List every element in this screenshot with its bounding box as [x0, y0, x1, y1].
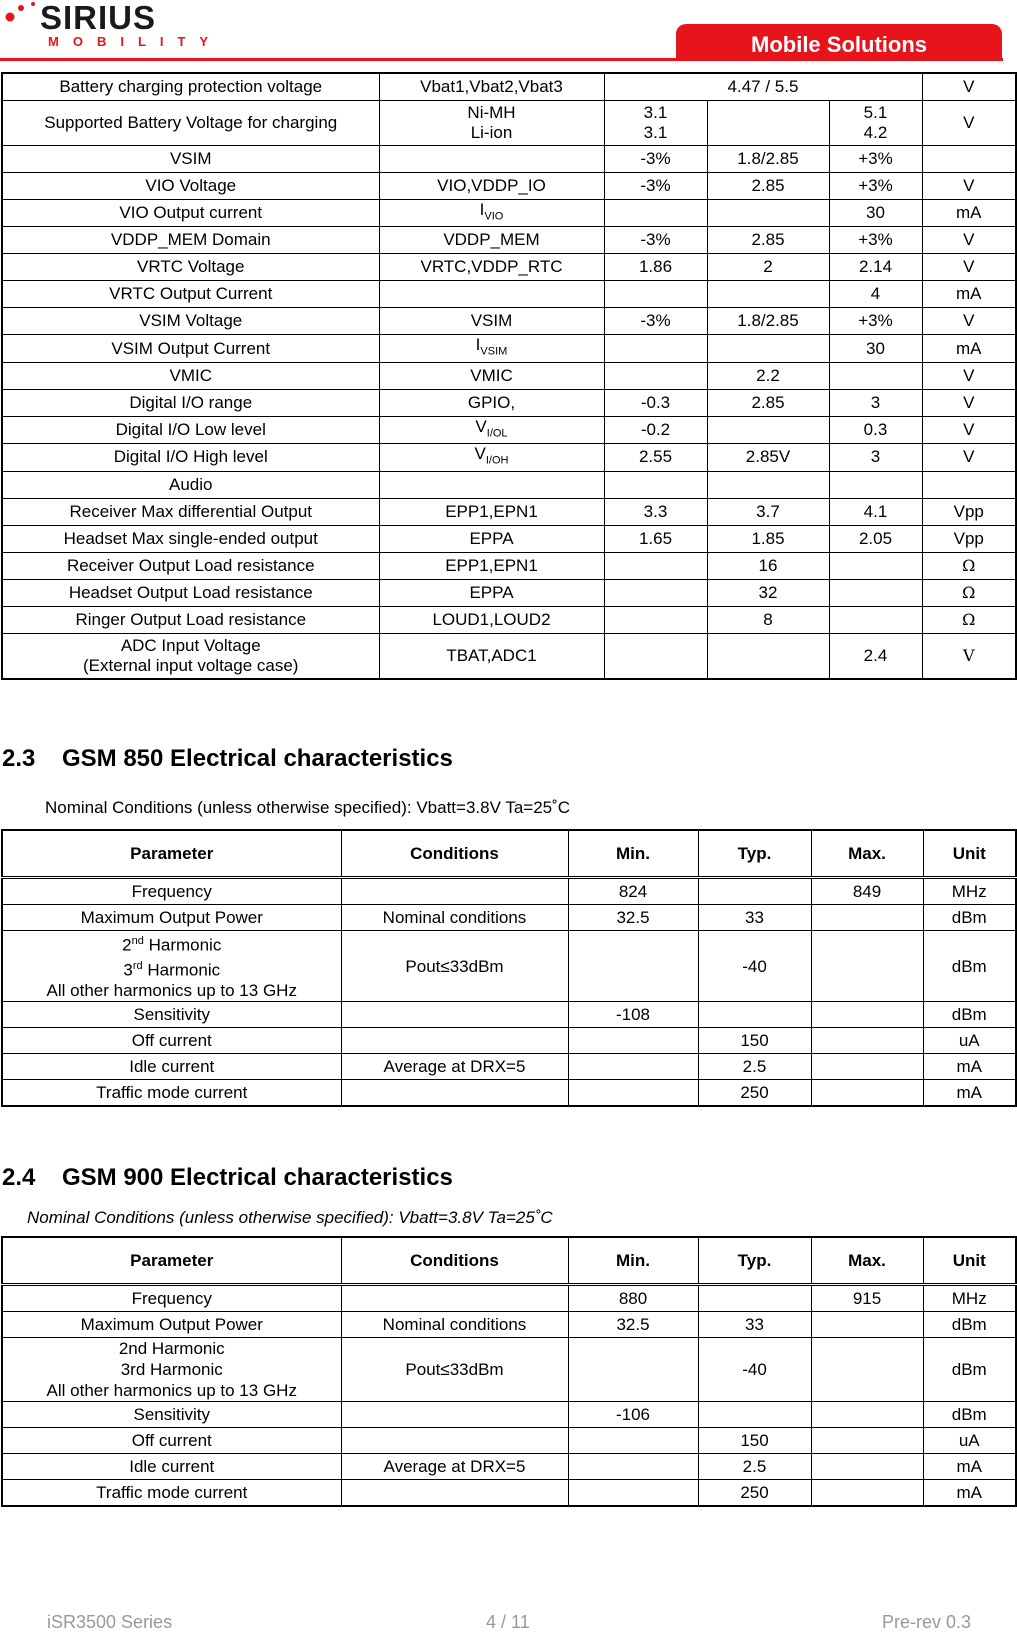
cell-min: 3.1 3.1	[604, 101, 707, 146]
table-row	[2, 905, 1016, 931]
cell-max	[811, 1080, 923, 1107]
header-symbol: Conditions	[341, 830, 568, 878]
cell-min	[568, 1080, 698, 1107]
cell-typ	[707, 471, 829, 498]
cell-typ: 33	[698, 905, 811, 931]
cell-parameter: Supported Battery Voltage for charging	[2, 101, 379, 146]
cell-parameter: Headset Output Load resistance	[2, 579, 379, 606]
cell-symbol: VDDP_MEM	[379, 227, 604, 254]
cell-typ: 2.85V	[707, 444, 829, 471]
cell-unit: V	[922, 254, 1016, 281]
cell-typ: 150	[698, 1428, 811, 1454]
gsm900-table	[1, 1236, 1017, 1507]
cell-max	[811, 1002, 923, 1028]
cell-unit: mA	[923, 1454, 1016, 1480]
cell-parameter: Sensitivity	[2, 1002, 341, 1028]
cell-unit	[922, 146, 1016, 173]
cell-typ: 1.8/2.85	[707, 308, 829, 335]
table-row	[2, 1285, 1016, 1312]
cell-symbol	[341, 1028, 568, 1054]
cell-parameter: VRTC Output Current	[2, 281, 379, 308]
cell-parameter: ADC Input Voltage (External input voltage case)	[2, 633, 379, 679]
table-row	[2, 444, 1016, 471]
cell-max	[829, 579, 922, 606]
cell-parameter: VDDP_MEM Domain	[2, 227, 379, 254]
cell-min	[568, 1028, 698, 1054]
cell-unit: Ω	[922, 552, 1016, 579]
table-row	[2, 579, 1016, 606]
cell-typ: 33	[698, 1312, 811, 1338]
cell-min: -3%	[604, 146, 707, 173]
cell-min	[604, 200, 707, 227]
cell-parameter: Maximum Output Power	[2, 1312, 341, 1338]
table-row	[2, 1028, 1016, 1054]
cell-unit: mA	[923, 1054, 1016, 1080]
table-row	[2, 1402, 1016, 1428]
cell-typ: 250	[698, 1080, 811, 1107]
cell-symbol	[341, 1402, 568, 1428]
table-row	[2, 101, 1016, 146]
footer-revision: Pre-rev 0.3	[882, 1612, 972, 1632]
cell-typ	[707, 335, 829, 362]
cell-min	[604, 281, 707, 308]
cell-typ	[698, 1285, 811, 1312]
cell-typ: 2.5	[698, 1454, 811, 1480]
cell-typ: -40	[698, 1338, 811, 1402]
cell-symbol	[341, 1480, 568, 1507]
table-row	[2, 254, 1016, 281]
cell-typ: 8	[707, 606, 829, 633]
cell-unit: V	[922, 73, 1016, 101]
cell-symbol	[379, 281, 604, 308]
cell-min	[604, 362, 707, 389]
cell-min: 1.86	[604, 254, 707, 281]
table-row	[2, 471, 1016, 498]
cell-min	[604, 552, 707, 579]
cell-symbol	[341, 1080, 568, 1107]
cell-unit: MHz	[923, 878, 1016, 905]
table-row	[2, 1312, 1016, 1338]
header-max: Max.	[811, 1237, 923, 1285]
cell-max	[811, 1402, 923, 1428]
cell-unit: V	[922, 362, 1016, 389]
cell-max: +3%	[829, 308, 922, 335]
cell-symbol: LOUD1,LOUD2	[379, 606, 604, 633]
cell-symbol: $I_{VSIM}$	[379, 335, 604, 362]
table-row	[2, 878, 1016, 905]
cell-max	[811, 905, 923, 931]
cell-symbol: VRTC,VDDP_RTC	[379, 254, 604, 281]
cell-max: +3%	[829, 146, 922, 173]
cell-parameter: VSIM	[2, 146, 379, 173]
cell-max: 5.1 4.2	[829, 101, 922, 146]
cell-typ	[707, 633, 829, 679]
cell-max	[829, 552, 922, 579]
cell-typ: 2.2	[707, 362, 829, 389]
table-row	[2, 1002, 1016, 1028]
cell-min	[568, 1480, 698, 1507]
table-row	[2, 281, 1016, 308]
header-min: Min.	[568, 1237, 698, 1285]
cell-max: 3	[829, 389, 922, 416]
banner-text: Mobile Solutions	[751, 32, 927, 57]
cell-parameter: Frequency	[2, 1285, 341, 1312]
cell-unit: dBm	[923, 1338, 1016, 1402]
cell-symbol: Nominal conditions	[341, 905, 568, 931]
cell-typ	[698, 878, 811, 905]
cell-min: -0.3	[604, 389, 707, 416]
cell-min	[604, 335, 707, 362]
cell-typ: 2	[707, 254, 829, 281]
table-row	[2, 362, 1016, 389]
cell-parameter: Idle current	[2, 1054, 341, 1080]
cell-min	[604, 633, 707, 679]
header-unit: Unit	[923, 830, 1016, 878]
cell-parameter: Digital I/O High level	[2, 444, 379, 471]
table-row	[2, 308, 1016, 335]
cell-unit: Ω	[922, 579, 1016, 606]
table-row	[2, 931, 1016, 1002]
cell-min: 3.3	[604, 498, 707, 525]
cell-typ: 16	[707, 552, 829, 579]
cell-max	[811, 1054, 923, 1080]
cell-max: 30	[829, 200, 922, 227]
cell-typ: 2.85	[707, 227, 829, 254]
cell-parameter: Digital I/O Low level	[2, 416, 379, 443]
cell-unit: dBm	[923, 931, 1016, 1002]
cell-symbol: $V_{I/OL}$	[379, 416, 604, 443]
gsm850-table	[1, 829, 1017, 1107]
header-typ: Typ.	[698, 1237, 811, 1285]
cell-symbol: VMIC	[379, 362, 604, 389]
cell-min: -3%	[604, 227, 707, 254]
header-min: Min.	[568, 830, 698, 878]
cell-unit: mA	[922, 200, 1016, 227]
section-2-3-note: Nominal Conditions (unless otherwise specified): Vbatt=3.8V Ta=25˚C	[45, 798, 571, 817]
table-row	[2, 200, 1016, 227]
cell-symbol: EPP1,EPN1	[379, 552, 604, 579]
table-row	[2, 335, 1016, 362]
cell-parameter: Battery charging protection voltage	[2, 73, 379, 101]
table-row	[2, 606, 1016, 633]
cell-symbol: VSIM	[379, 308, 604, 335]
cell-max: 30	[829, 335, 922, 362]
cell-parameter: Off current	[2, 1028, 341, 1054]
cell-symbol: Vbat1,Vbat2,Vbat3	[379, 73, 604, 101]
table-row	[2, 1080, 1016, 1107]
cell-typ	[707, 101, 829, 146]
cell-unit: dBm	[923, 1402, 1016, 1428]
cell-symbol: Pout≤33dBm	[341, 931, 568, 1002]
header-unit: Unit	[923, 1237, 1016, 1285]
cell-typ: 2.85	[707, 173, 829, 200]
cell-parameter: VMIC	[2, 362, 379, 389]
cell-unit: V	[922, 444, 1016, 471]
cell-parameter: VIO Voltage	[2, 173, 379, 200]
header-symbol: Conditions	[341, 1237, 568, 1285]
cell-max: 915	[811, 1285, 923, 1312]
cell-unit: Vpp	[922, 498, 1016, 525]
cell-parameter: Idle current	[2, 1454, 341, 1480]
cell-max: 4	[829, 281, 922, 308]
table-row	[2, 227, 1016, 254]
cell-parameter: 2nd Harmonic 3rd Harmonic All other harmonics up to 13 GHz	[2, 931, 341, 1002]
cell-typ	[698, 1402, 811, 1428]
table-row	[2, 633, 1016, 679]
cell-symbol: GPIO,	[379, 389, 604, 416]
cell-typ: 250	[698, 1480, 811, 1507]
cell-symbol	[341, 1002, 568, 1028]
cell-max	[811, 1312, 923, 1338]
cell-max: 2.4	[829, 633, 922, 679]
cell-min	[568, 1428, 698, 1454]
cell-parameter: Headset Max single-ended output	[2, 525, 379, 552]
cell-unit: MHz	[923, 1285, 1016, 1312]
cell-min: -3%	[604, 308, 707, 335]
cell-unit: mA	[923, 1080, 1016, 1107]
cell-typ: 2.5	[698, 1054, 811, 1080]
cell-typ: 32	[707, 579, 829, 606]
power-spec-table	[1, 72, 1017, 680]
table-row	[2, 1338, 1016, 1402]
cell-min: 880	[568, 1285, 698, 1312]
cell-symbol: Average at DRX=5	[341, 1454, 568, 1480]
footer-page-number: 4 / 11	[486, 1612, 530, 1632]
cell-value-range: 4.47 / 5.5	[604, 73, 922, 101]
cell-unit: V	[922, 308, 1016, 335]
cell-unit: mA	[923, 1480, 1016, 1507]
cell-typ	[698, 1002, 811, 1028]
cell-unit: V	[922, 416, 1016, 443]
cell-symbol: $I_{VIO}$	[379, 200, 604, 227]
table-row	[2, 1480, 1016, 1507]
table-row	[2, 1054, 1016, 1080]
cell-max	[829, 606, 922, 633]
cell-min	[604, 579, 707, 606]
cell-min: 32.5	[568, 1312, 698, 1338]
cell-max: 2.05	[829, 525, 922, 552]
cell-max: +3%	[829, 227, 922, 254]
table-row	[2, 525, 1016, 552]
cell-unit: V	[922, 389, 1016, 416]
svg-text:MOBILITY: MOBILITY	[48, 34, 223, 49]
cell-min: 1.65	[604, 525, 707, 552]
cell-unit: V	[922, 227, 1016, 254]
cell-unit: uA	[923, 1428, 1016, 1454]
cell-max	[811, 931, 923, 1002]
cell-max: 0.3	[829, 416, 922, 443]
cell-typ	[707, 416, 829, 443]
cell-parameter: Ringer Output Load resistance	[2, 606, 379, 633]
cell-typ: -40	[698, 931, 811, 1002]
cell-symbol: TBAT,ADC1	[379, 633, 604, 679]
cell-parameter: Frequency	[2, 878, 341, 905]
cell-min: -3%	[604, 173, 707, 200]
section-2-4-heading: 2.4 GSM 900 Electrical characteristics	[2, 1164, 453, 1191]
header-max: Max.	[811, 830, 923, 878]
cell-min: 2.55	[604, 444, 707, 471]
cell-min	[568, 1338, 698, 1402]
cell-typ	[707, 200, 829, 227]
cell-max: 4.1	[829, 498, 922, 525]
cell-parameter: Traffic mode current	[2, 1080, 341, 1107]
cell-min: 32.5	[568, 905, 698, 931]
table-row	[2, 73, 1016, 101]
cell-min: -0.2	[604, 416, 707, 443]
table-row	[2, 146, 1016, 173]
page-header	[0, 0, 1017, 62]
cell-max	[811, 1338, 923, 1402]
cell-typ: 150	[698, 1028, 811, 1054]
cell-parameter: Audio	[2, 471, 379, 498]
cell-unit: uA	[923, 1028, 1016, 1054]
header-typ: Typ.	[698, 830, 811, 878]
cell-parameter: VRTC Voltage	[2, 254, 379, 281]
cell-symbol: Average at DRX=5	[341, 1054, 568, 1080]
cell-parameter: Traffic mode current	[2, 1480, 341, 1507]
cell-unit: Ω	[922, 606, 1016, 633]
cell-min	[604, 606, 707, 633]
cell-typ	[707, 281, 829, 308]
cell-symbol: EPP1,EPN1	[379, 498, 604, 525]
cell-symbol	[341, 878, 568, 905]
section-2-4-note: Nominal Conditions (unless otherwise specified): Vbatt=3.8V Ta=25˚C	[27, 1208, 553, 1227]
cell-symbol	[379, 146, 604, 173]
cell-unit: dBm	[923, 905, 1016, 931]
header-parameter: Parameter	[2, 1237, 341, 1285]
cell-parameter: VSIM Output Current	[2, 335, 379, 362]
cell-max: 849	[811, 878, 923, 905]
cell-min: 824	[568, 878, 698, 905]
cell-symbol: $V_{I/OH}$	[379, 444, 604, 471]
cell-unit: mA	[922, 335, 1016, 362]
cell-parameter: Off current	[2, 1428, 341, 1454]
cell-unit: V	[922, 101, 1016, 146]
cell-parameter: 2nd Harmonic 3rd Harmonic All other harmonics up to 13 GHz	[2, 1338, 341, 1402]
cell-symbol: EPPA	[379, 579, 604, 606]
svg-text:SIRIUS: SIRIUS	[40, 0, 157, 36]
cell-parameter: Receiver Max differential Output	[2, 498, 379, 525]
table-row	[2, 552, 1016, 579]
table-row	[2, 1454, 1016, 1480]
footer-series: iSR3500 Series	[47, 1612, 173, 1632]
cell-parameter: Maximum Output Power	[2, 905, 341, 931]
cell-min: -108	[568, 1002, 698, 1028]
cell-symbol	[341, 1285, 568, 1312]
cell-unit: Vpp	[922, 525, 1016, 552]
cell-max	[811, 1480, 923, 1507]
cell-min	[568, 1454, 698, 1480]
table-row	[2, 173, 1016, 200]
cell-symbol	[341, 1428, 568, 1454]
header-divider	[0, 58, 1003, 61]
cell-parameter: VIO Output current	[2, 200, 379, 227]
cell-parameter: Digital I/O range	[2, 389, 379, 416]
cell-max	[829, 471, 922, 498]
cell-typ: 1.85	[707, 525, 829, 552]
cell-min	[604, 471, 707, 498]
cell-min	[568, 931, 698, 1002]
cell-max: 3	[829, 444, 922, 471]
cell-symbol: EPPA	[379, 525, 604, 552]
cell-symbol: VIO,VDDP_IO	[379, 173, 604, 200]
mobile-solutions-banner	[676, 24, 1002, 60]
cell-parameter: Sensitivity	[2, 1402, 341, 1428]
cell-symbol: Nominal conditions	[341, 1312, 568, 1338]
cell-max	[811, 1454, 923, 1480]
cell-unit: dBm	[923, 1312, 1016, 1338]
table-row	[2, 389, 1016, 416]
cell-parameter: Receiver Output Load resistance	[2, 552, 379, 579]
cell-unit: dBm	[923, 1002, 1016, 1028]
cell-max: +3%	[829, 173, 922, 200]
cell-unit: mA	[922, 281, 1016, 308]
cell-max	[829, 362, 922, 389]
cell-max	[811, 1428, 923, 1454]
table-row	[2, 498, 1016, 525]
sirius-mobility-logo	[4, 0, 234, 50]
cell-symbol: Pout≤33dBm	[341, 1338, 568, 1402]
cell-symbol: Ni-MH Li-ion	[379, 101, 604, 146]
header-parameter: Parameter	[2, 830, 341, 878]
table-row	[2, 1428, 1016, 1454]
cell-min	[568, 1054, 698, 1080]
cell-typ: 2.85	[707, 389, 829, 416]
cell-unit: V	[922, 633, 1016, 679]
cell-max	[811, 1028, 923, 1054]
table-row	[2, 416, 1016, 443]
cell-symbol	[379, 471, 604, 498]
cell-unit	[922, 471, 1016, 498]
cell-min: -106	[568, 1402, 698, 1428]
cell-unit: V	[922, 173, 1016, 200]
section-2-3-heading: 2.3 GSM 850 Electrical characteristics	[2, 745, 453, 772]
cell-parameter: VSIM Voltage	[2, 308, 379, 335]
cell-typ: 1.8/2.85	[707, 146, 829, 173]
cell-max: 2.14	[829, 254, 922, 281]
cell-typ: 3.7	[707, 498, 829, 525]
